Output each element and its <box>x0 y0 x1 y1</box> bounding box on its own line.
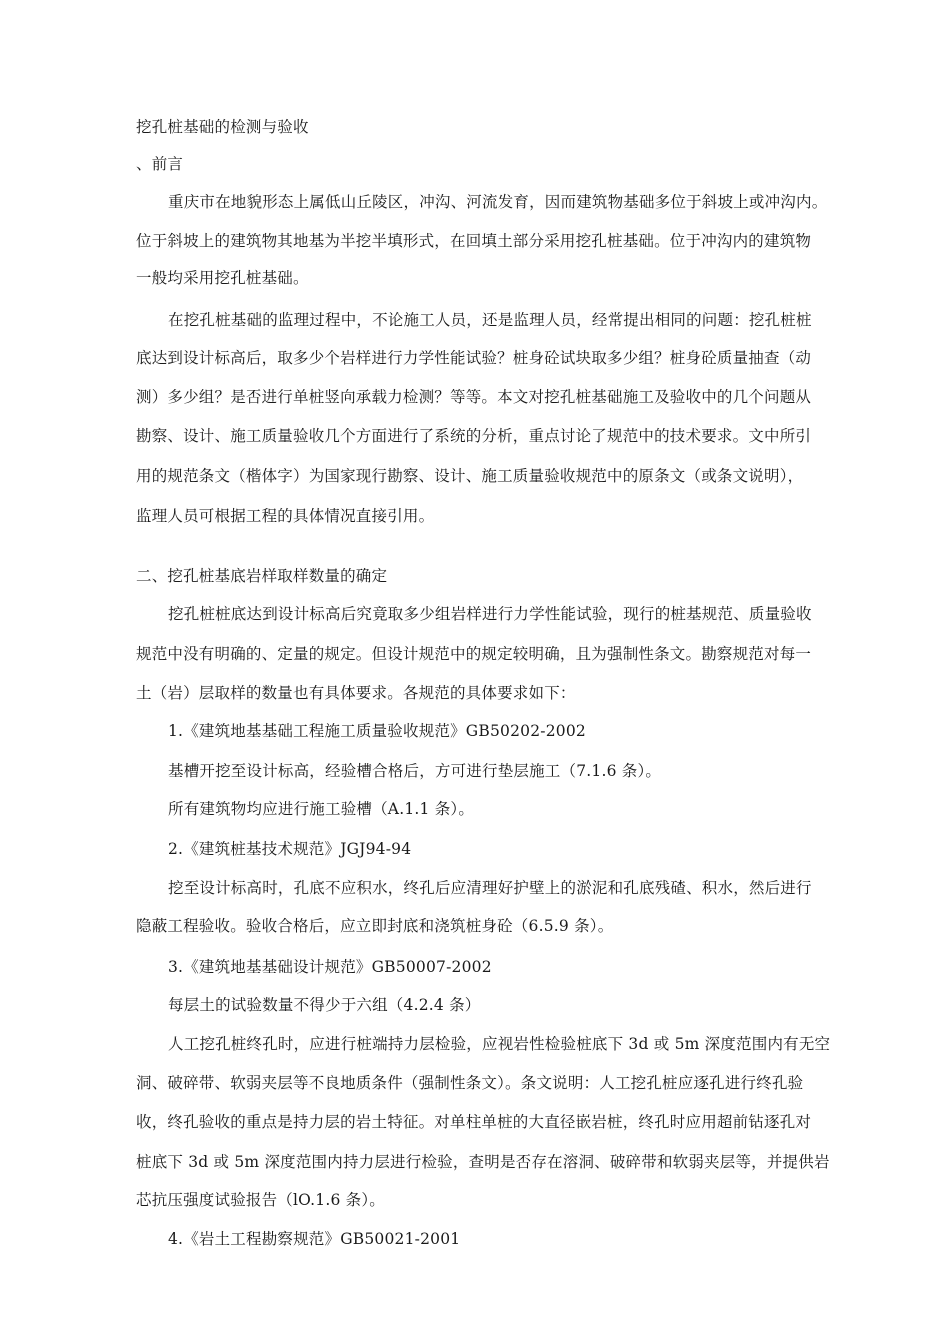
paragraph-line: 重庆市在地貌形态上属低山丘陵区，冲沟、河流发育，因而建筑物基础多位于斜坡上或冲沟内。 <box>168 193 828 211</box>
paragraph-line: 挖孔桩桩底达到设计标高后究竟取多少组岩样进行力学性能试验，现行的桩基规范、质量验收 <box>168 605 812 623</box>
reference-clause: 人工挖孔桩终孔时，应进行桩端持力层检验，应视岩性检验桩底下 3d 或 5m 深度范围内有无空 <box>168 1035 831 1053</box>
paragraph-line: 土（岩）层取样的数量也有具体要求。各规范的具体要求如下： <box>136 684 576 702</box>
reference-clause: 每层土的试验数量不得少于六组（4.2.4 条） <box>168 996 481 1014</box>
reference-clause: 隐蔽工程验收。验收合格后，应立即封底和浇筑桩身砼（6.5.9 条）。 <box>136 917 614 935</box>
paragraph-line: 一般均采用挖孔桩基础。 <box>136 269 309 287</box>
reference-clause: 桩底下 3d 或 5m 深度范围内持力层进行检验，查明是否存在溶洞、破碎带和软弱夹层等，并提供岩 <box>136 1153 830 1171</box>
paragraph-line: 用的规范条文（楷体字）为国家现行勘察、设计、施工质量验收规范中的原条文（或条文说明）， <box>136 467 804 485</box>
reference-clause: 洞、破碎带、软弱夹层等不良地质条件（强制性条文）。条文说明：人工挖孔桩应逐孔进行终孔验 <box>136 1074 804 1092</box>
paragraph-line: 监理人员可根据工程的具体情况直接引用。 <box>136 507 435 525</box>
reference-clause: 所有建筑物均应进行施工验槽（A.1.1 条）。 <box>168 800 475 818</box>
reference-title: 1.《建筑地基基础工程施工质量验收规范》GB50202-2002 <box>168 722 586 740</box>
reference-clause: 收，终孔验收的重点是持力层的岩土特征。对单柱单桩的大直径嵌岩桩，终孔时应用超前钻逐孔对 <box>136 1113 812 1131</box>
reference-clause: 挖至设计标高时，孔底不应积水，终孔后应清理好护壁上的淤泥和孔底残碴、积水，然后进行 <box>168 879 812 897</box>
paragraph-line: 测）多少组？是否进行单桩竖向承载力检测？等等。本文对挖孔桩基础施工及验收中的几个问题从 <box>136 388 812 406</box>
reference-clause: 基槽开挖至设计标高，经验槽合格后，方可进行垫层施工（7.1.6 条）。 <box>168 762 662 780</box>
section-heading-preface: 、前言 <box>136 155 184 173</box>
reference-clause: 芯抗压强度试验报告（lO.1.6 条）。 <box>136 1191 386 1209</box>
paragraph-line: 位于斜坡上的建筑物其地基为半挖半填形式，在回填土部分采用挖孔桩基础。位于冲沟内的建筑物 <box>136 232 812 250</box>
section-heading-rock-sampling: 二、挖孔桩基底岩样取样数量的确定 <box>136 567 388 585</box>
paragraph-line: 规范中没有明确的、定量的规定。但设计规范中的规定较明确，且为强制性条文。勘察规范对每一 <box>136 645 812 663</box>
paragraph-line: 勘察、设计、施工质量验收几个方面进行了系统的分析，重点讨论了规范中的技术要求。文中所引 <box>136 427 812 445</box>
paragraph-line: 底达到设计标高后，取多少个岩样进行力学性能试验？桩身砼试块取多少组？桩身砼质量抽查（动 <box>136 349 812 367</box>
paragraph-line: 在挖孔桩基础的监理过程中，不论施工人员，还是监理人员，经常提出相同的问题：挖孔桩桩 <box>168 311 812 329</box>
reference-title: 2.《建筑桩基技术规范》JGJ94-94 <box>168 840 412 858</box>
document-title: 挖孔桩基础的检测与验收 <box>136 118 309 136</box>
reference-title: 3.《建筑地基基础设计规范》GB50007-2002 <box>168 958 492 976</box>
reference-title: 4.《岩土工程勘察规范》GB50021-2001 <box>168 1230 461 1248</box>
